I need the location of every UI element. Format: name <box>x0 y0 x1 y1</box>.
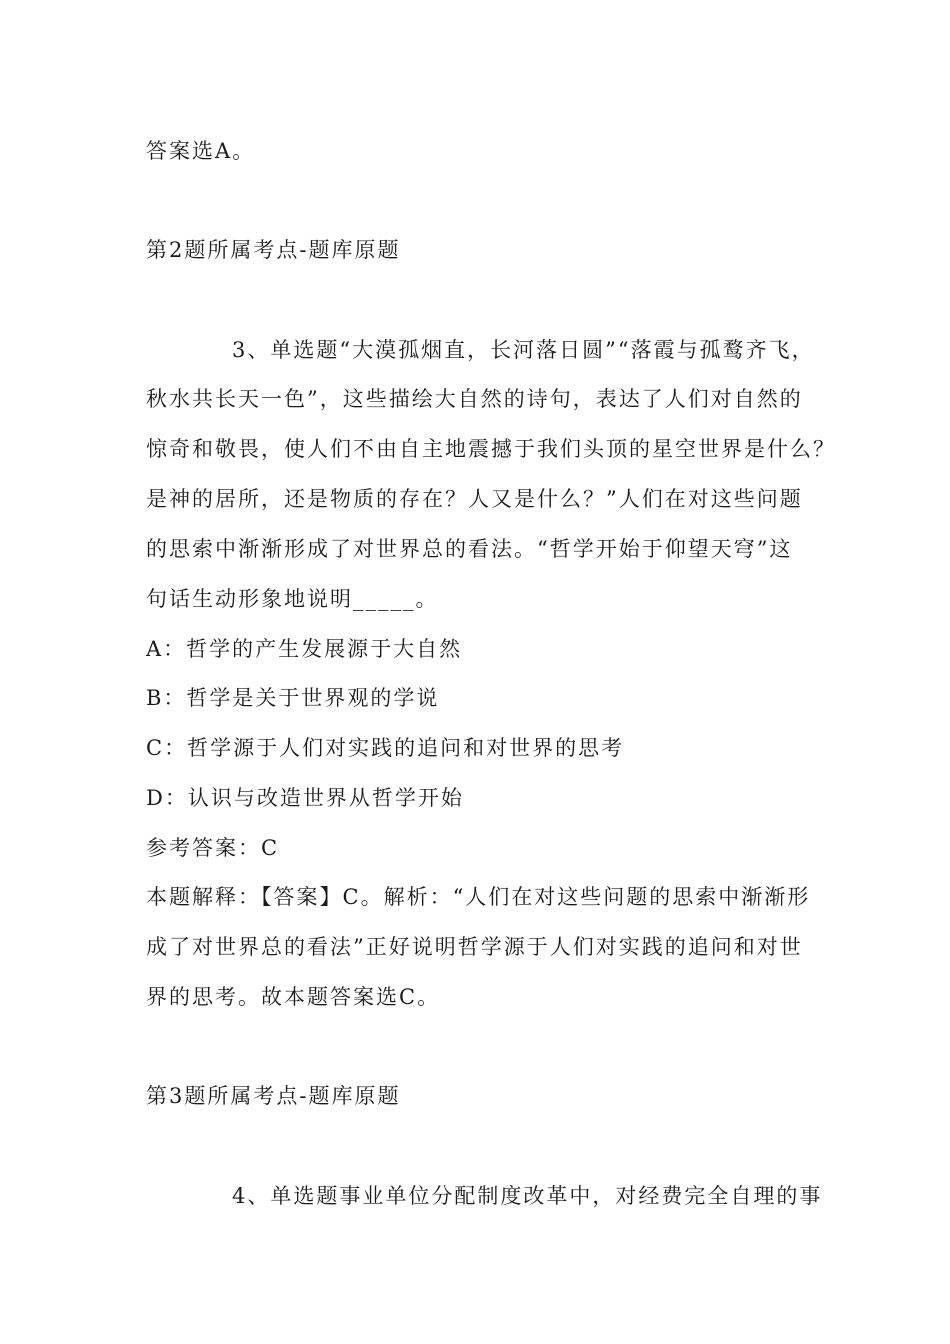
explanation-line: 成了对世界总的看法”正好说明哲学源于人们对实践的追问和对世 <box>146 935 803 959</box>
option-c: C：哲学源于人们对实践的追问和对世界的思考 <box>146 736 625 760</box>
explanation-line: 本题解释：【答案】C。解析：“人们在对这些问题的思索中渐渐形 <box>146 885 811 909</box>
option-d: D：认识与改造世界从哲学开始 <box>146 786 464 810</box>
question-3-stem-line: 秋水共长天一色”，这些描绘大自然的诗句，表达了人们对自然的 <box>146 387 803 411</box>
question-3-source: 第3题所属考点-题库原题 <box>146 1084 401 1108</box>
option-b: B：哲学是关于世界观的学说 <box>146 686 440 710</box>
reference-answer: 参考答案：C <box>146 836 280 860</box>
question-3-stem-line: 是神的居所，还是物质的存在？人又是什么？”人们在对这些问题 <box>146 487 803 511</box>
question-4-stem-line: 4、单选题事业单位分配制度改革中，对经费完全自理的事 <box>232 1184 823 1208</box>
question-3-stem-line: 的思索中渐渐形成了对世界总的看法。“哲学开始于仰望天穹”这 <box>146 537 793 561</box>
explanation-line: 界的思考。故本题答案选C。 <box>146 985 441 1009</box>
question-2-source: 第2题所属考点-题库原题 <box>146 238 401 262</box>
question-3-stem-line: 3、单选题“大漠孤烟直，长河落日圆”“落霞与孤鹜齐飞， <box>232 338 815 362</box>
question-3-stem-line: 惊奇和敬畏，使人们不由自主地震撼于我们头顶的星空世界是什么？ <box>146 437 836 461</box>
option-a: A：哲学的产生发展源于大自然 <box>146 637 463 661</box>
previous-answer-tail: 答案选A。 <box>146 139 256 163</box>
question-3-stem-line: 句话生动形象地说明_____。 <box>146 587 439 611</box>
